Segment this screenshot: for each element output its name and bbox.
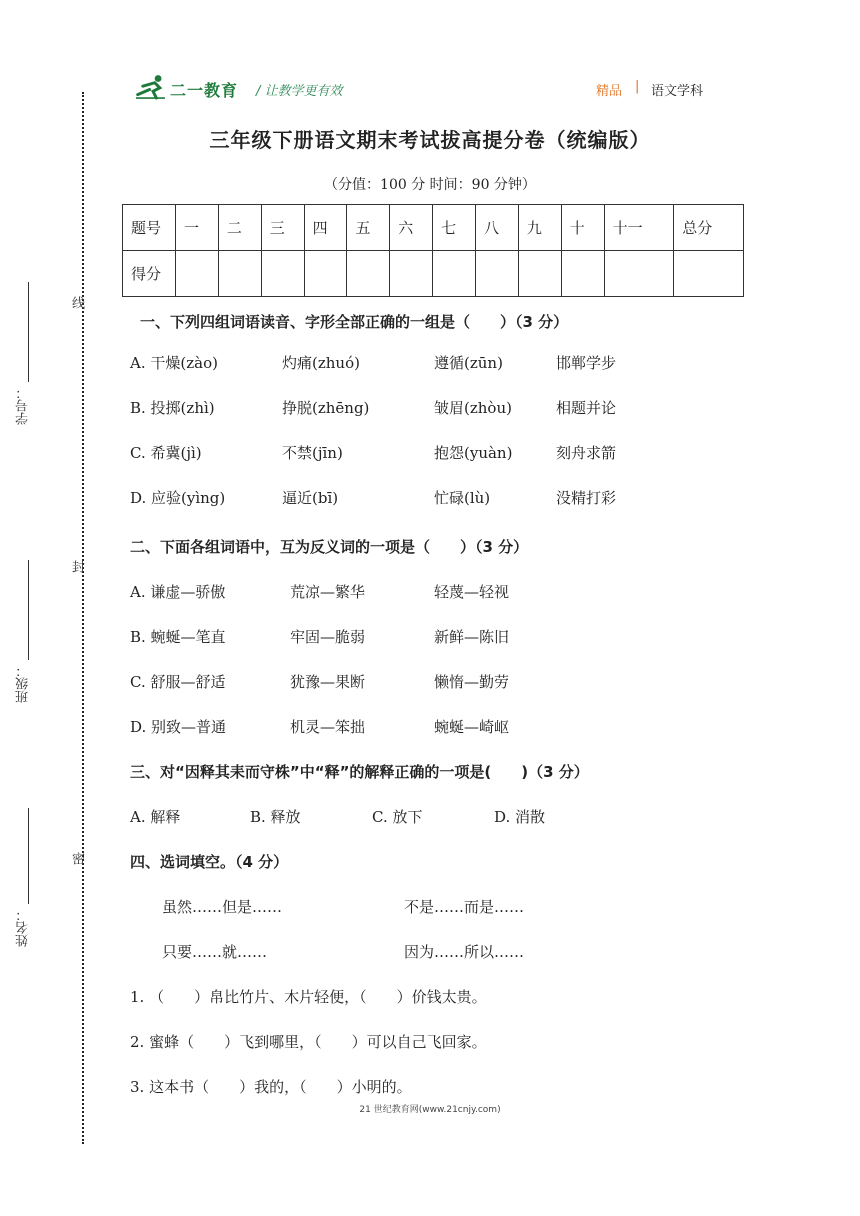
margin-word-line: 线 [69,296,84,309]
option-cell: 抱怨(yuàn) [434,444,513,462]
word-option: 不是……而是…… [404,898,525,916]
student-number-label: 学号： [16,386,31,425]
option-cell: D. 别致—普通 [130,718,227,736]
option-cell: C. 舒服—舒适 [130,673,226,691]
option-cell: 挣脱(zhēng) [282,399,370,417]
table-cell: 八 [476,205,519,251]
score-cell[interactable] [433,251,476,297]
score-cell[interactable] [604,251,674,297]
option-cell: B. 投掷(zhì) [130,399,215,417]
word-option: 因为……所以…… [404,943,525,961]
logo-text: 二一教育 [170,81,239,100]
slogan: / 让教学更有效 [256,84,343,99]
tag-quality: 精品 [596,84,623,99]
table-cell: 四 [304,205,347,251]
table-row-score [123,251,744,297]
score-cell[interactable] [261,251,304,297]
table-cell: 总分 [674,205,744,251]
student-number-underline [28,282,29,382]
table-cell: 得分 [123,251,176,297]
table-cell: 三 [261,205,304,251]
footer-source: 21 世纪教育网(www.21cnjy.com) [359,1105,501,1115]
question-2-title: 二、下面各组词语中，互为反义词的一项是（ ）（3 分） [130,538,529,556]
table-cell: 题号 [123,205,176,251]
option-cell: 新鲜—陈旧 [434,628,510,646]
score-cell[interactable] [390,251,433,297]
option-cell: D. 消散 [494,808,546,826]
word-option: 虽然……但是…… [162,898,283,916]
table-cell: 一 [176,205,219,251]
margin-word-seal: 封 [69,560,84,573]
name-label: 姓名： [16,908,31,947]
word-option: 只要……就…… [162,943,268,961]
score-cell[interactable] [347,251,390,297]
question-4-item-2: 2. 蜜蜂（ ）飞到哪里，（ ）可以自己飞回家。 [130,1033,487,1051]
option-cell: 牢固—脆弱 [290,628,366,646]
option-cell: D. 应验(yìng) [130,489,226,507]
score-cell[interactable] [218,251,261,297]
option-cell: B. 蜿蜒—笔直 [130,628,226,646]
option-cell: 懒惰—勤劳 [434,673,510,691]
option-cell: B. 释放 [250,808,301,826]
option-cell: 轻蔑—轻视 [434,583,510,601]
score-cell[interactable] [561,251,604,297]
exam-subtitle: （分值：100 分 时间：90 分钟） [324,177,536,193]
question-4-title: 四、选词填空。（4 分） [130,853,289,871]
tag-subject: 语文学科 [651,84,704,99]
margin-word-secret: 密 [69,852,84,865]
exam-title: 三年级下册语文期末考试拔高提分卷（统编版） [209,128,651,152]
class-label: 班级： [16,664,31,703]
option-cell: 没精打彩 [556,489,617,507]
score-cell[interactable] [674,251,744,297]
tag-separator: | [635,79,640,94]
table-cell: 二 [218,205,261,251]
question-4-item-3: 3. 这本书（ ）我的，（ ）小明的。 [130,1078,412,1096]
table-cell: 十 [561,205,604,251]
option-cell: A. 干燥(zào) [130,354,218,372]
question-3-title: 三、对“因释其耒而守株”中“释”的解释正确的一项是( )（3 分） [130,763,589,781]
option-cell: 刻舟求箭 [556,444,617,462]
table-cell: 七 [433,205,476,251]
name-underline [28,808,29,904]
score-cell[interactable] [518,251,561,297]
question-1-title: 一、下列四组词语读音、字形全部正确的一组是（ ）（3 分） [140,313,569,331]
option-cell: 荒凉—繁华 [290,583,366,601]
option-cell: A. 解释 [130,808,181,826]
option-cell: 遵循(zūn) [434,354,503,372]
table-row-header [123,205,744,251]
option-cell: C. 希冀(jì) [130,444,202,462]
option-cell: 邯郸学步 [556,354,617,372]
option-cell: 皱眉(zhòu) [434,399,512,417]
table-cell: 十一 [604,205,674,251]
option-cell: A. 谦虚—骄傲 [130,583,226,601]
score-cell[interactable] [176,251,219,297]
binding-dotted-line [82,92,84,1144]
option-cell: 相题并论 [556,399,617,417]
option-cell: C. 放下 [372,808,423,826]
score-table [122,204,744,297]
question-4-item-1: 1. （ ）帛比竹片、木片轻便，（ ）价钱太贵。 [130,988,487,1006]
score-cell[interactable] [304,251,347,297]
table-cell: 五 [347,205,390,251]
table-cell: 九 [518,205,561,251]
option-cell: 逼近(bī) [282,489,339,507]
class-underline [28,560,29,660]
runner-logo-icon [136,72,170,102]
option-cell: 机灵—笨拙 [290,718,366,736]
option-cell: 灼痛(zhuó) [282,354,360,372]
option-cell: 蜿蜒—崎岖 [434,718,510,736]
option-cell: 犹豫—果断 [290,673,366,691]
table-cell: 六 [390,205,433,251]
score-cell[interactable] [476,251,519,297]
option-cell: 忙碌(lù) [434,489,491,507]
option-cell: 不禁(jīn) [282,444,343,462]
